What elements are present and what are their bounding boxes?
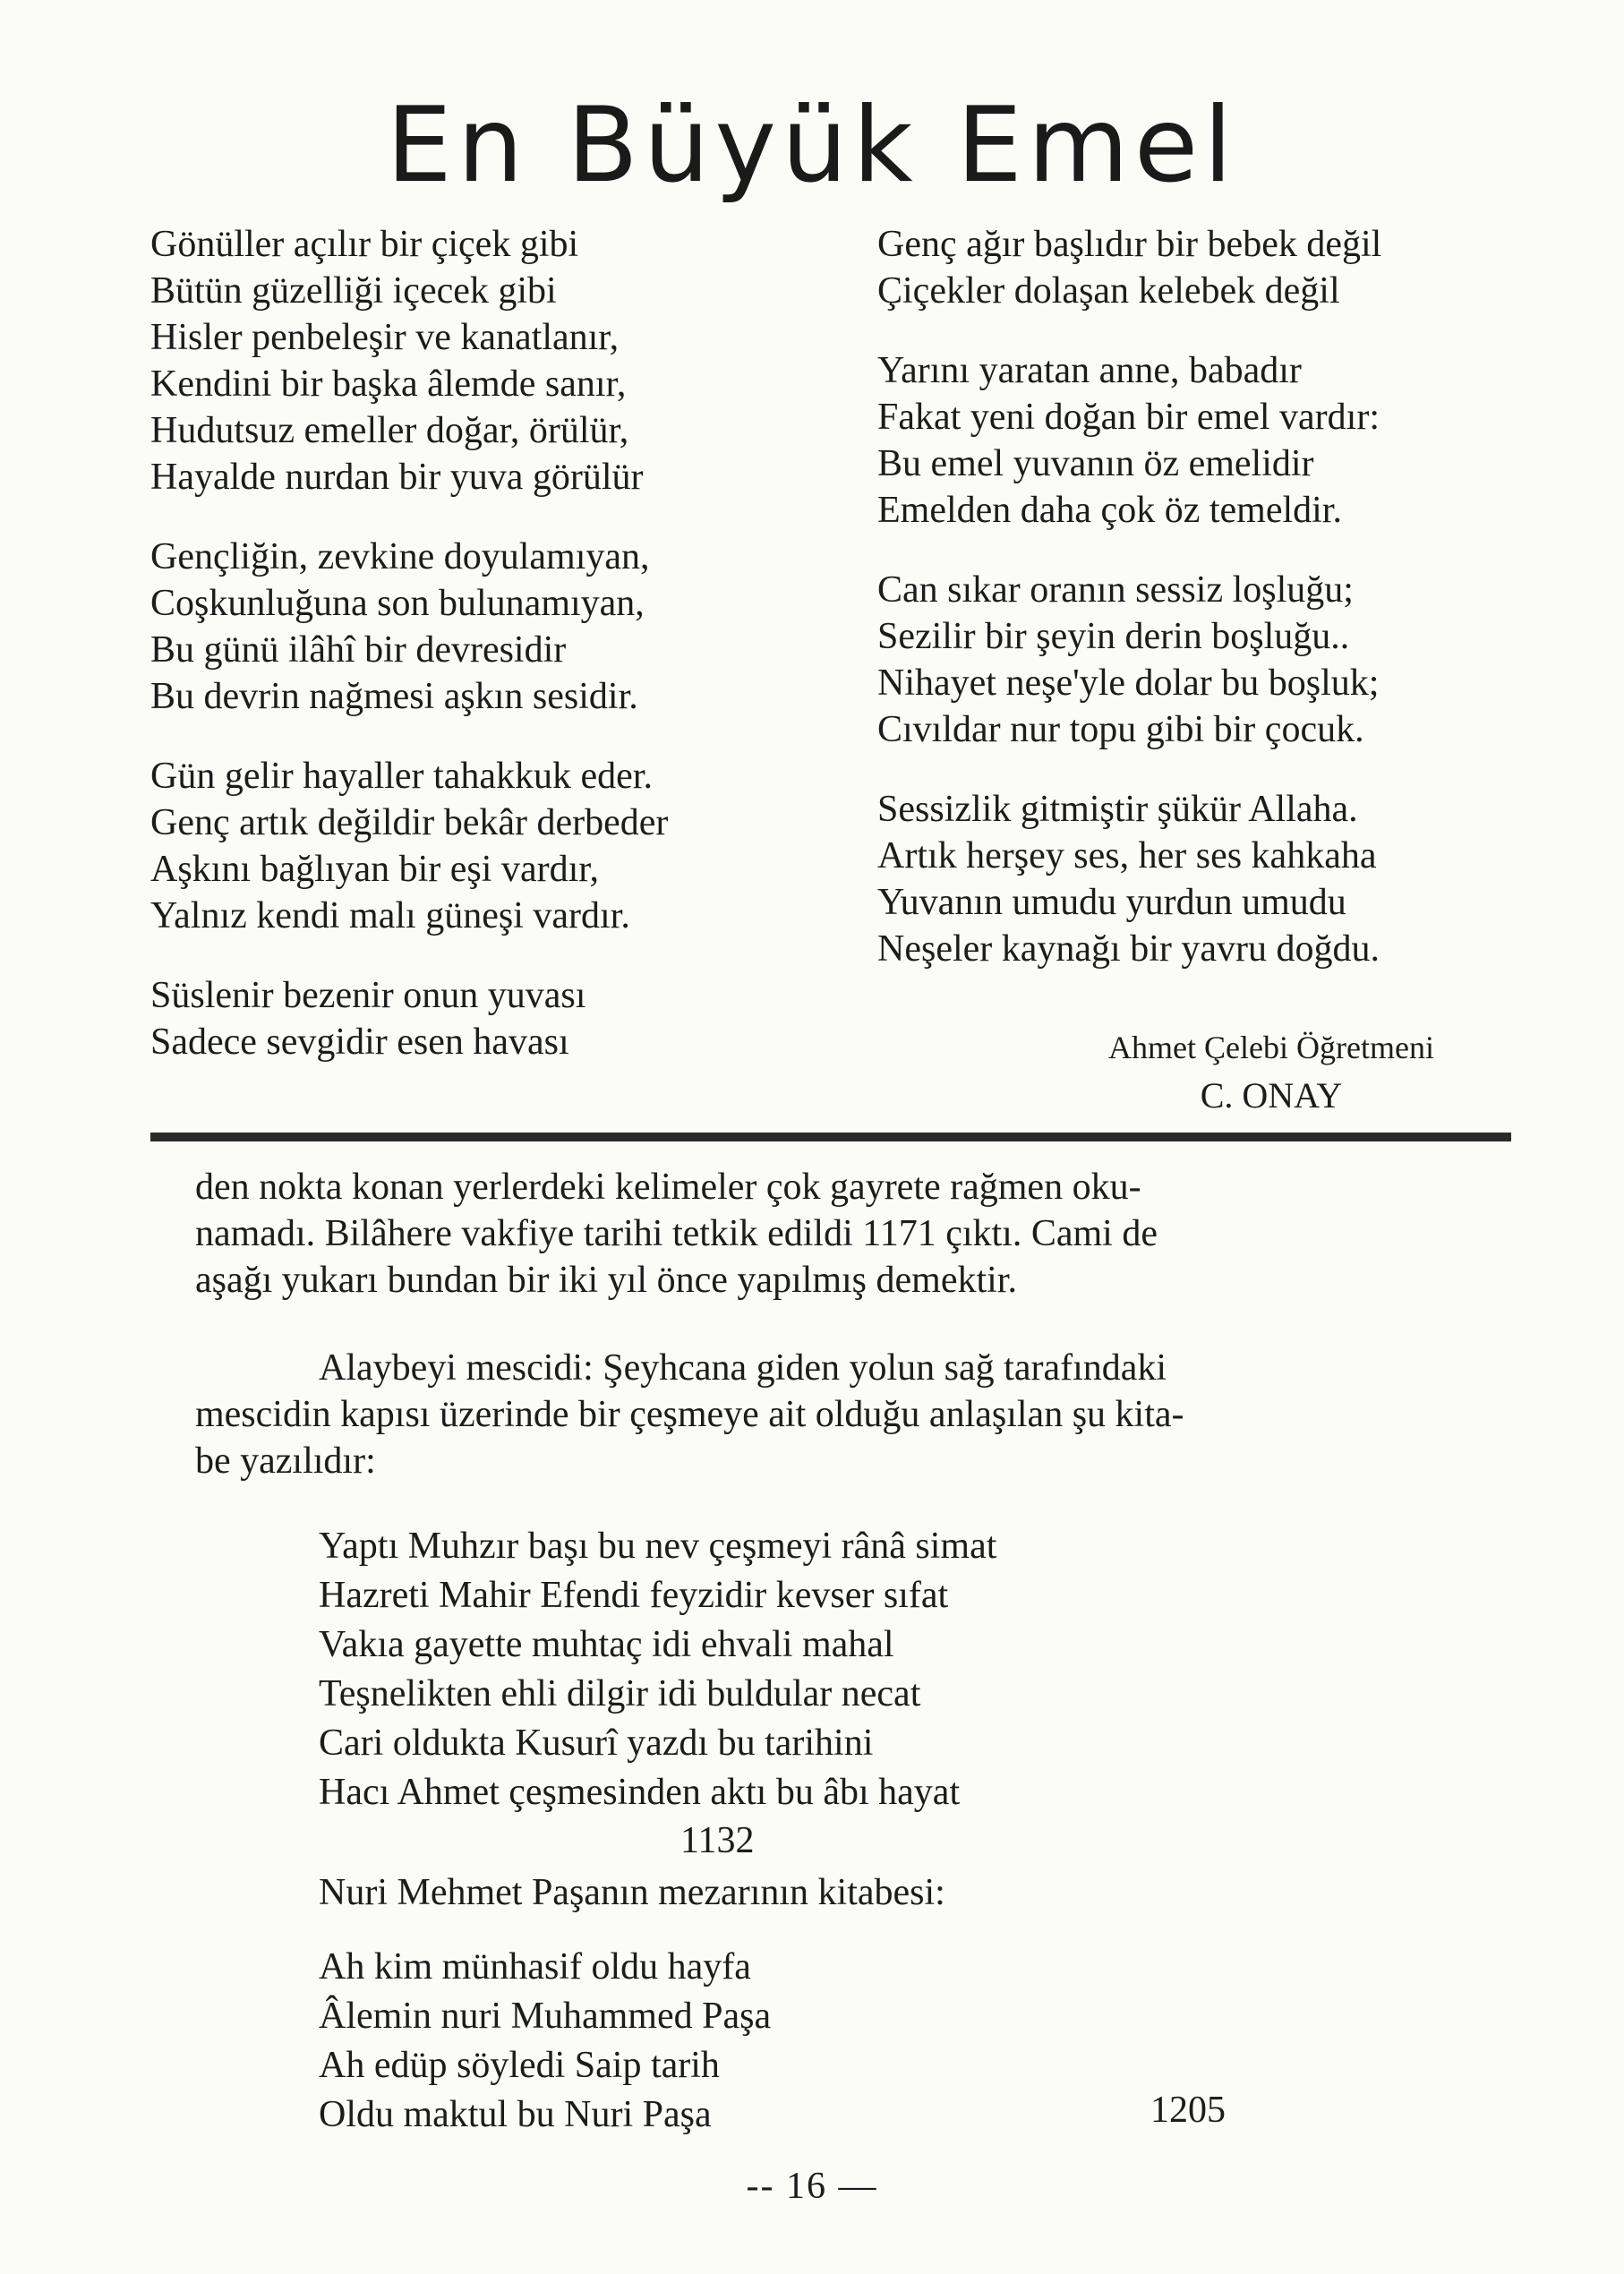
poem-line: Gönüller açılır bir çiçek gibi [150,224,579,265]
poem-line: Hisler penbeleşir ve kanatlanır, [150,317,620,358]
poem-line: Bütün güzelliği içecek gibi [150,270,557,312]
poem-line: Neşeler kaynağı bir yavru doğdu. [877,928,1380,970]
poem-line: Kendini bir başka âlemde sanır, [150,363,627,405]
paragraph-2 [195,1345,1184,1484]
verse-line: Oldu maktul bu Nuri Paşa [319,2094,712,2135]
poem-line: Sadece sevgidir esen havası [150,1022,569,1063]
poem-stanza [150,753,849,939]
page-number: -- 16 — [746,2166,878,2207]
verse-line: Hazreti Mahir Efendi feyzidir kevser sıfat [319,1575,949,1616]
verse-line: Ah edüp söyledi Saip tarih [319,2045,720,2086]
paragraph-line: be yazılıdır: [195,1440,376,1482]
signature-line: Ahmet Çelebi Öğretmeni [1108,1030,1434,1065]
paragraph-1 [195,1164,1158,1304]
paragraph-line: Alaybeyi mescidi: Şeyhcana giden yolun sağ tarafındaki [319,1347,1167,1389]
tomb-year: 1205 [1150,2090,1226,2131]
poem-stanza [150,534,849,720]
poem-line: Can sıkar oranın sessiz loşluğu; [877,569,1354,611]
poem-stanza [877,347,1522,534]
poem-line: Nihayet neşe'yle dolar bu boşluk; [877,663,1380,704]
poem-line: Yarını yaratan anne, babadır [877,350,1302,391]
poem-left-column [150,221,849,1099]
poem-line: Genç ağır başlıdır bir bebek değil [877,224,1382,265]
poem-stanza [150,972,849,1065]
paragraph-line: mescidin kapısı üzerinde bir çeşmeye ait olduğu anlaşılan şu kita- [195,1394,1184,1435]
poem-line: Fakat yeni doğan bir emel vardır: [877,397,1380,438]
poem-line: Sezilir bir şeyin derin boşluğu.. [877,616,1350,657]
poem-line: Genç artık değildir bekâr derbeder [150,802,669,843]
verse-line: Âlemin nuri Muhammed Paşa [319,1996,772,2037]
poem-stanza [877,221,1522,314]
poem-line: Hudutsuz emeller doğar, örülür, [150,410,629,451]
poem-line: Yalnız kendi malı güneşi vardır. [150,895,630,936]
poem-line: Artık herşey ses, her ses kahkaha [877,835,1377,876]
verse-line: Hacı Ahmet çeşmesinden aktı bu âbı hayat [319,1772,961,1813]
paragraph-line: namadı. Bilâhere vakfiye tarihi tetkik edildi 1171 çıktı. Cami de [195,1213,1158,1254]
verse-line: Vakıa gayette muhtaç idi ehvali mahal [319,1624,894,1665]
poem-line: Bu günü ilâhî bir devresidir [150,629,567,671]
poem-author: C. ONAY [1200,1075,1343,1116]
verse-line: Ah kim münhasif oldu hayfa [319,1946,751,1988]
section-divider [150,1133,1511,1141]
inscription-year: 1132 [680,1820,755,1861]
verse-line: Cari oldukta Kusurî yazdı bu tarihini [319,1723,874,1764]
paragraph-line: den nokta konan yerlerdeki kelimeler çok gayrete rağmen oku- [195,1167,1141,1208]
tomb-caption: Nuri Mehmet Paşanın mezarının kitabesi: [319,1872,945,1913]
fountain-inscription [319,1522,996,1817]
poem-signature [1047,1023,1495,1120]
poem-line: Cıvıldar nur topu gibi bir çocuk. [877,709,1364,750]
poem-right-column [877,221,1522,1005]
poem-line: Sessizlik gitmiştir şükür Allaha. [877,789,1358,830]
poem-stanza [877,786,1522,972]
poem-line: Coşkunluğuna son bulunamıyan, [150,583,645,624]
poem-line: Aşkını bağlıyan bir eşi vardır, [150,849,600,890]
poem-line: Hayalde nurdan bir yuva görülür [150,457,644,498]
paragraph-line: aşağı yukarı bundan bir iki yıl önce yapılmış demektir. [195,1260,1017,1301]
poem-line: Gün gelir hayaller tahakkuk eder. [150,756,653,797]
poem-line: Yuvanın umudu yurdun umudu [877,882,1346,923]
poem-line: Süslenir bezenir onun yuvası [150,975,586,1016]
poem-line: Gençliğin, zevkine doyulamıyan, [150,536,650,577]
poem-line: Bu emel yuvanın öz emelidir [877,443,1314,484]
poem-line: Çiçekler dolaşan kelebek değil [877,270,1340,312]
tomb-inscription [319,1943,771,2140]
poem-line: Emelden daha çok öz temeldir. [877,490,1342,531]
poem-stanza [150,221,849,500]
poem-line: Bu devrin nağmesi aşkın sesidir. [150,676,638,717]
verse-line: Yaptı Muhzır başı bu nev çeşmeyi rânâ simat [319,1526,997,1567]
page-title: En Büyük Emel [386,85,1238,206]
verse-line: Teşnelikten ehli dilgir idi buldular necat [319,1673,921,1714]
poem-stanza [877,567,1522,753]
